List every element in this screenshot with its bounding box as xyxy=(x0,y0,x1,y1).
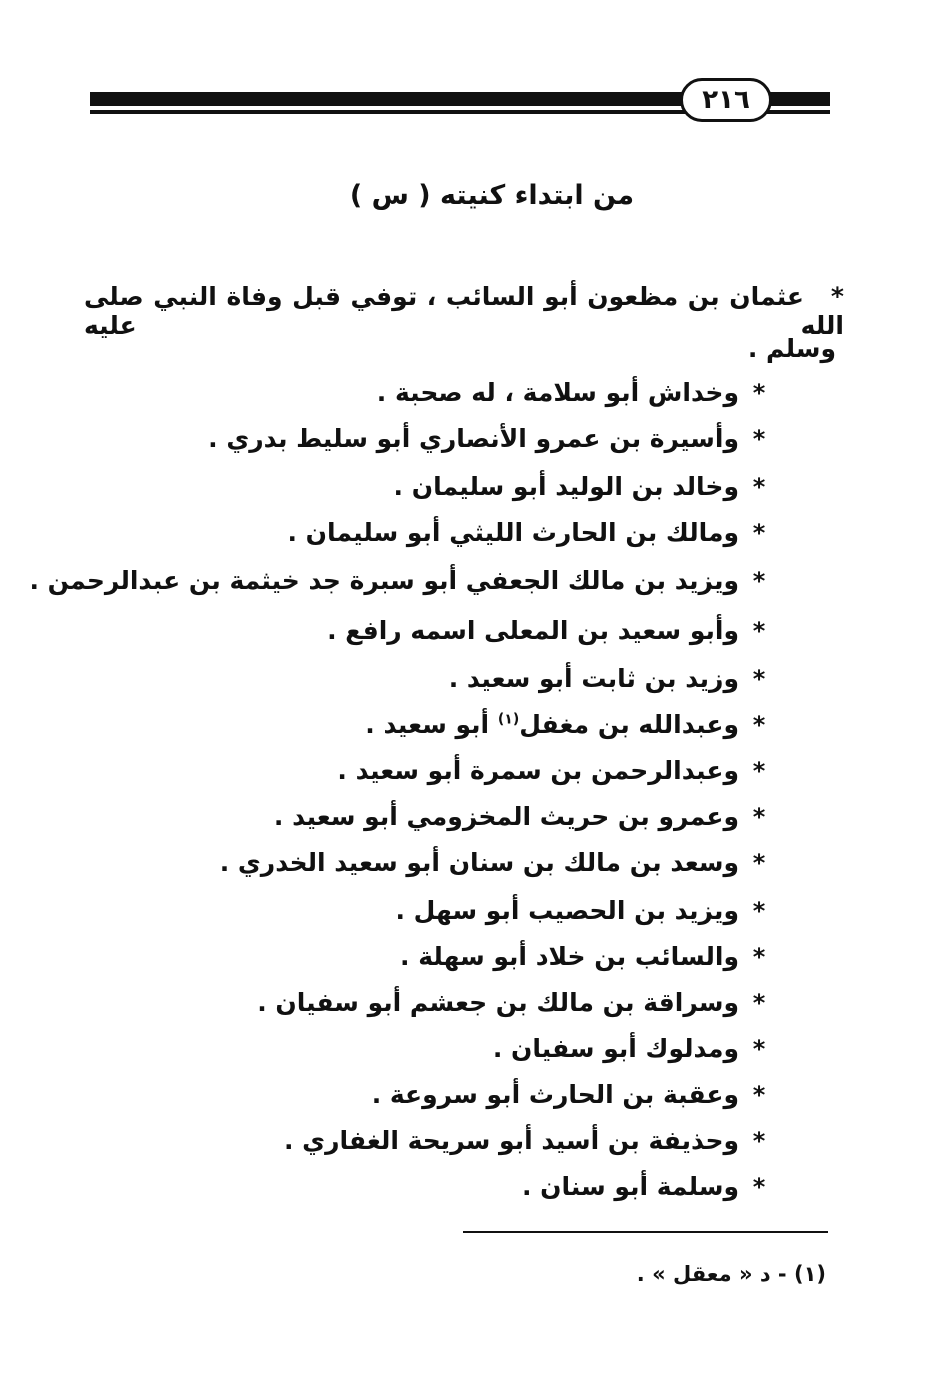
bullet-star: * xyxy=(752,519,766,547)
footnote-separator xyxy=(463,1231,828,1233)
list-item: *ومالك بن الحارث الليثي أبو سليمان . xyxy=(287,518,779,547)
list-item: *وسراقة بن مالك بن جعشم أبو سفيان . xyxy=(257,988,779,1017)
bullet-star: * xyxy=(752,665,766,693)
list-item: *ويزيد بن الحصيب أبو سهل . xyxy=(395,896,779,925)
list-item: *ويزيد بن مالك الجعفي أبو سبرة جد خيثمة بن عبدالرحمن . xyxy=(29,566,779,595)
bullet-star: * xyxy=(752,1173,766,1201)
list-item: *وزيد بن ثابت أبو سعيد . xyxy=(449,664,779,693)
list-item: *وعقبة بن الحارث أبو سروعة . xyxy=(372,1080,779,1109)
page-number: ٢١٦ xyxy=(680,78,772,122)
bullet-star: * xyxy=(752,473,766,501)
entry-first-line1: *عثمان بن مظعون أبو السائب ، توفي قبل وفاة النبي صلى الله عليه xyxy=(84,282,844,340)
list-item: *وأسيرة بن عمرو الأنصاري أبو سليط بدري . xyxy=(208,424,779,453)
list-item: *وخالد بن الوليد أبو سليمان . xyxy=(394,472,779,501)
list-item: *والسائب بن خلاد أبو سهلة . xyxy=(400,942,779,971)
list-item: *وأبو سعيد بن المعلى اسمه رافع . xyxy=(327,616,779,645)
bullet-star: * xyxy=(752,757,766,785)
bullet-star: * xyxy=(752,1035,766,1063)
list-item: *وخداش أبو سلامة ، له صحبة . xyxy=(377,378,779,407)
bullet-star: * xyxy=(752,711,766,739)
list-item: *وسعد بن مالك بن سنان أبو سعيد الخدري . xyxy=(220,848,779,877)
bullet-star: * xyxy=(752,897,766,925)
bullet-star: * xyxy=(752,617,766,645)
list-item: *وعمرو بن حريث المخزومي أبو سعيد . xyxy=(274,802,779,831)
bullet-star: * xyxy=(752,1081,766,1109)
section-heading: من ابتداء كنيته ( س ) xyxy=(349,180,635,211)
list-item: *ومدلوك أبو سفيان . xyxy=(493,1034,779,1063)
footnote-marker[interactable]: (١) xyxy=(497,711,520,728)
list-item: *وعبدالرحمن بن سمرة أبو سعيد . xyxy=(337,756,779,785)
bullet-star: * xyxy=(752,849,766,877)
bullet-star: * xyxy=(752,1127,766,1155)
list-item: *وحذيفة بن أسيد أبو سريحة الغفاري . xyxy=(284,1126,779,1155)
bullet-star: * xyxy=(752,379,766,407)
bullet-star: * xyxy=(752,989,766,1017)
bullet-star: * xyxy=(752,943,766,971)
bullet-star: * xyxy=(752,567,766,595)
list-item: *وسلمة أبو سنان . xyxy=(522,1172,779,1201)
list-item: *وعبدالله بن مغفل$^{(١)}$ أبو سعيد . xyxy=(365,710,779,739)
footnote: (١) - د « معقل » . xyxy=(636,1262,826,1286)
entry-first-line2: وسلم . xyxy=(747,334,836,363)
bullet-star: * xyxy=(752,425,766,453)
bullet-star: * xyxy=(752,803,766,831)
bullet-star: * xyxy=(830,282,844,311)
